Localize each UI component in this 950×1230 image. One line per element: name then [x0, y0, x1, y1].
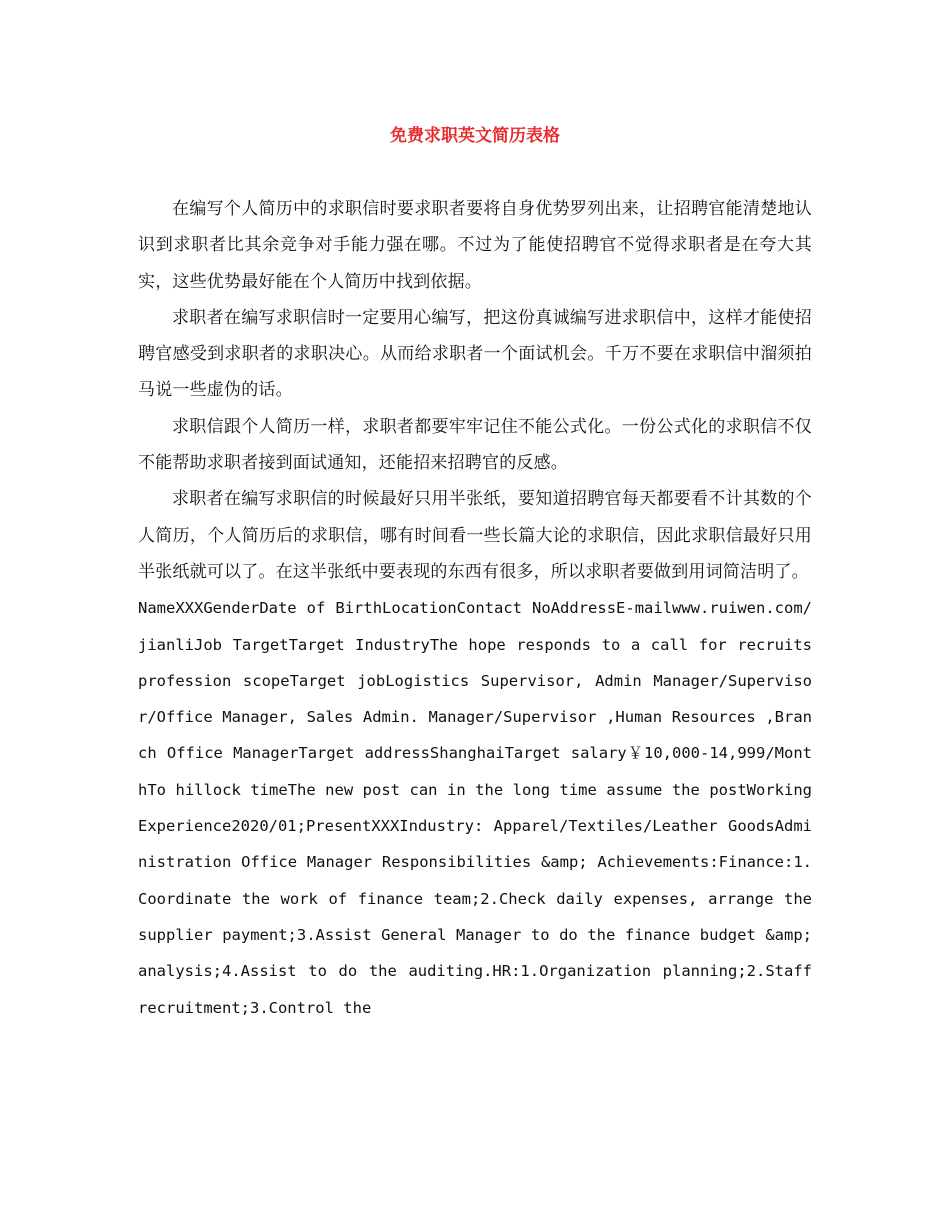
paragraph-3: 求职信跟个人简历一样，求职者都要牢牢记住不能公式化。一份公式化的求职信不仅不能帮助求职者接到面试通知，还能招来招聘官的反感。	[138, 416, 812, 474]
paragraph-4: 求职者在编写求职信的时候最好只用半张纸，要知道招聘官每天都要看不计其数的个人简历，个人简历后的求职信，哪有时间看一些长篇大论的求职信，因此求职信最好只用半张纸就可以了。在这半张纸中要表现的东西有很多，所以求职者要做到用词简洁明了。	[138, 489, 812, 582]
resume-text-block: NameXXXGenderDate of BirthLocationContact NoAddressE-mailwww.ruiwen.com/jianliJob TargetTarget IndustryThe hope responds to a call for recruits profession scopeTarget jobLogistics Supervisor, Admin Manager/Supervisor/Office Manager, Sales Admin. Manager/Supervisor ,Human Resources ,Branch Office ManagerTarget addressShanghaiTarget salary￥10,000-14,999/MonthTo hillock timeThe new post can in the long time assume the postWorking Experience2020/01;PresentXXXIndustry: Apparel/Textiles/Leather GoodsAdministration Office Manager Responsibilities &amp; Achievements:Finance:1.Coordinate the work of finance team;2.Check daily expenses, arrange the supplier payment;3.Assist General Manager to do the finance budget &amp; analysis;4.Assist to do the auditing.HR:1.Organization planning;2.Staff recruitment;3.Control the	[138, 599, 812, 1017]
paragraph-1: 在编写个人简历中的求职信时要求职者要将自身优势罗列出来，让招聘官能清楚地认识到求职者比其余竞争对手能力强在哪。不过为了能使招聘官不觉得求职者是在夸大其实，这些优势最好能在个人简历中找到依据。	[138, 199, 812, 292]
document-title: 免费求职英文简历表格	[390, 126, 560, 146]
document-body	[138, 191, 812, 1026]
paragraph-2: 求职者在编写求职信时一定要用心编写，把这份真诚编写进求职信中，这样才能使招聘官感受到求职者的求职决心。从而给求职者一个面试机会。千万不要在求职信中溜须拍马说一些虚伪的话。	[138, 307, 812, 401]
